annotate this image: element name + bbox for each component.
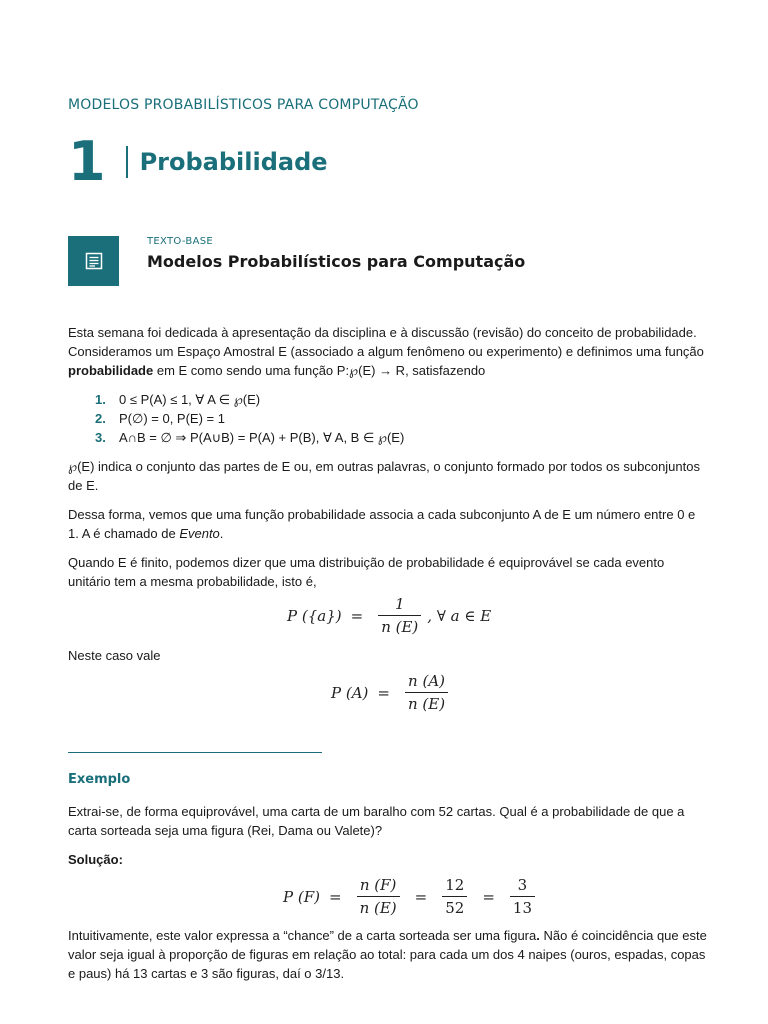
- conclusion-text: Intuitivamente, este valor expressa a “chance” de a carta sorteada ser uma figura: [68, 928, 537, 943]
- texto-base-title: Modelos Probabilísticos para Computação: [147, 252, 526, 271]
- section-divider: [68, 752, 322, 753]
- intro-text: Esta semana foi dedicada à apresentação da disciplina e à discussão (revisão) do conceito de probabilidade. Consideramos um Espaço Amostral E (associado a algum fenômeno ou experimento) e definimos uma função: [68, 325, 704, 359]
- texto-base-label: TEXTO-BASE: [147, 236, 213, 247]
- example-title: Exemplo: [68, 772, 131, 787]
- intro-bold: probabilidade: [68, 363, 154, 378]
- formula-equals: =: [377, 683, 390, 702]
- fraction: [405, 672, 448, 713]
- formula-equiprovavel: [287, 595, 491, 636]
- fraction: [378, 595, 421, 636]
- fraction-denominator: 13: [510, 896, 535, 917]
- formula-figure-probability: [283, 876, 541, 917]
- fraction-numerator: 3: [517, 876, 528, 894]
- evento-paragraph: [68, 505, 708, 543]
- evento-end: .: [219, 526, 224, 541]
- list-item: [95, 428, 404, 447]
- conclusion-paragraph: [68, 926, 708, 983]
- course-title: MODELOS PROBABILÍSTICOS PARA COMPUTAÇÃO: [68, 97, 419, 113]
- formula-tail: , ∀ a ∈ E: [427, 606, 492, 625]
- chapter-title: Probabilidade: [139, 148, 328, 176]
- fraction-denominator: n (E): [357, 896, 400, 917]
- equiprovavel-paragraph: Quando E é finito, podemos dizer que uma distribuição de probabilidade é equiprovável se cada evento unitário tem a mesma probabilidade, isto é,: [68, 555, 665, 589]
- intro-paragraph: [68, 323, 708, 380]
- formula-equals: =: [482, 887, 495, 906]
- list-number: 1.: [95, 392, 106, 407]
- chapter-divider: [126, 146, 128, 178]
- fraction-denominator: 52: [442, 896, 467, 917]
- fraction-denominator: n (E): [378, 615, 421, 636]
- fraction-numerator: n (F): [359, 876, 397, 894]
- formula-equals: =: [350, 606, 364, 625]
- formula-lhs: P ({a}): [287, 606, 342, 625]
- solution-label: Solução:: [68, 852, 123, 867]
- chapter-heading: [68, 132, 328, 192]
- evento-italic: Evento: [179, 526, 220, 541]
- list-number: 2.: [95, 411, 106, 426]
- list-item: [95, 409, 404, 428]
- formula-event-probability: [331, 672, 454, 713]
- example-question: Extrai-se, de forma equiprovável, uma carta de um baralho com 52 cartas. Qual é a probabilidade de que a carta sorteada seja uma figura (Rei, Dama ou Valete)?: [68, 804, 685, 838]
- document-icon: [84, 251, 104, 271]
- conclusion-bold: .: [536, 928, 540, 943]
- intro-text-end: em E como sendo uma função P:℘(E) → R, satisfazendo: [153, 363, 486, 378]
- chapter-number: 1: [68, 130, 106, 193]
- axiom-list: [95, 390, 404, 447]
- conclusion-text-end: Não é coincidência que este valor seja igual à proporção de figuras em relação ao total: para cada um dos 4 naipes (ouros, espadas, copas e paus) há 13 cartas e 3 são figuras, daí o 3/13.: [68, 928, 707, 981]
- fraction: [510, 876, 535, 917]
- formula-equals: =: [328, 887, 342, 906]
- evento-text: Dessa forma, vemos que uma função probabilidade associa a cada subconjunto A de E um número entre 0 e 1. A é chamado de: [68, 507, 696, 541]
- formula-lhs: P (A): [331, 683, 369, 702]
- formula-equals: =: [414, 887, 428, 906]
- fraction-denominator: n (E): [405, 692, 448, 713]
- list-text: P(∅) = 0, P(E) = 1: [119, 411, 225, 426]
- list-text: A∩B = ∅ ⇒ P(A∪B) = P(A) + P(B), ∀ A, B ∈ ℘(E): [119, 430, 405, 445]
- fraction-numerator: 12: [445, 876, 465, 894]
- list-item: [95, 390, 404, 409]
- fraction-numerator: 1: [394, 595, 405, 613]
- parts-note: ℘(E) indica o conjunto das partes de E ou, em outras palavras, o conjunto formado por todos os subconjuntos de E.: [68, 459, 700, 493]
- neste-caso-text: Neste caso vale: [68, 648, 161, 663]
- fraction-numerator: n (A): [408, 672, 446, 690]
- fraction: [442, 876, 467, 917]
- fraction: [357, 876, 400, 917]
- list-number: 3.: [95, 430, 106, 445]
- list-text: 0 ≤ P(A) ≤ 1, ∀ A ∈ ℘(E): [119, 392, 261, 407]
- texto-base-badge: [68, 236, 119, 286]
- formula-lhs: P (F): [283, 887, 320, 906]
